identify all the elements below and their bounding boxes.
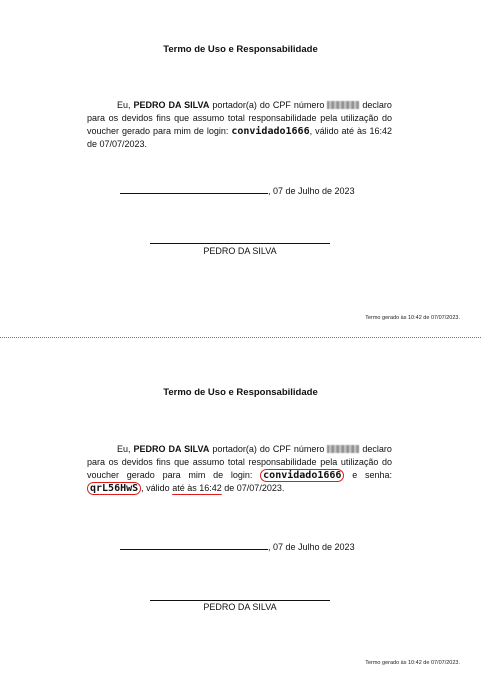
password-label: e senha: — [352, 470, 392, 480]
date-line — [120, 541, 355, 552]
login-value-circled: convidado1666 — [260, 469, 344, 482]
term-document-2 — [0, 339, 481, 684]
date-line — [120, 185, 355, 196]
date-text: , 07 de Julho de 2023 — [268, 542, 355, 552]
place-blank — [120, 541, 268, 550]
signature-name: PEDRO DA SILVA — [203, 602, 277, 612]
cpf-label: portador(a) do CPF número — [212, 100, 325, 110]
declaration-body: declaro para os devidos fins que assumo total responsabilidade pela utilização do voucher gerado para mim de login: — [87, 444, 392, 480]
signature-name: PEDRO DA SILVA — [203, 246, 277, 256]
intro-text: Eu, — [117, 444, 131, 454]
validity-time-underlined: até às 16:42 — [172, 483, 222, 493]
term-title: Termo de Uso e Responsabilidade — [163, 44, 318, 55]
redacted-cpf — [327, 445, 359, 453]
place-blank — [120, 185, 268, 194]
term-declaration — [87, 443, 392, 495]
intro-text: Eu, — [117, 100, 131, 110]
validity-prefix: , válido — [141, 483, 170, 493]
holder-name: PEDRO DA SILVA — [133, 444, 210, 454]
signature-line — [150, 243, 330, 244]
generated-footer: Termo gerado às 10:42 de 07/07/2023. — [365, 660, 460, 666]
term-document-1 — [0, 0, 481, 338]
validity-date: de 07/07/2023. — [224, 483, 285, 493]
login-value: convidado1666 — [231, 126, 310, 137]
password-value-circled: qrL56HwS — [87, 482, 141, 495]
term-declaration — [87, 99, 392, 151]
redacted-cpf — [327, 101, 359, 109]
generated-footer: Termo gerado às 10:42 de 07/07/2023. — [365, 315, 460, 321]
term-title: Termo de Uso e Responsabilidade — [163, 387, 318, 398]
page-break-divider — [0, 337, 481, 338]
declaration-body: declaro para os devidos fins que assumo total responsabilidade pela utilização do voucher gerado para mim de login: — [87, 100, 392, 136]
validity-text: , válido até às 16:42 de 07/07/2023. — [87, 126, 392, 149]
cpf-label: portador(a) do CPF número — [212, 444, 325, 454]
date-text: , 07 de Julho de 2023 — [268, 186, 355, 196]
holder-name: PEDRO DA SILVA — [133, 100, 210, 110]
signature-line — [150, 600, 330, 601]
